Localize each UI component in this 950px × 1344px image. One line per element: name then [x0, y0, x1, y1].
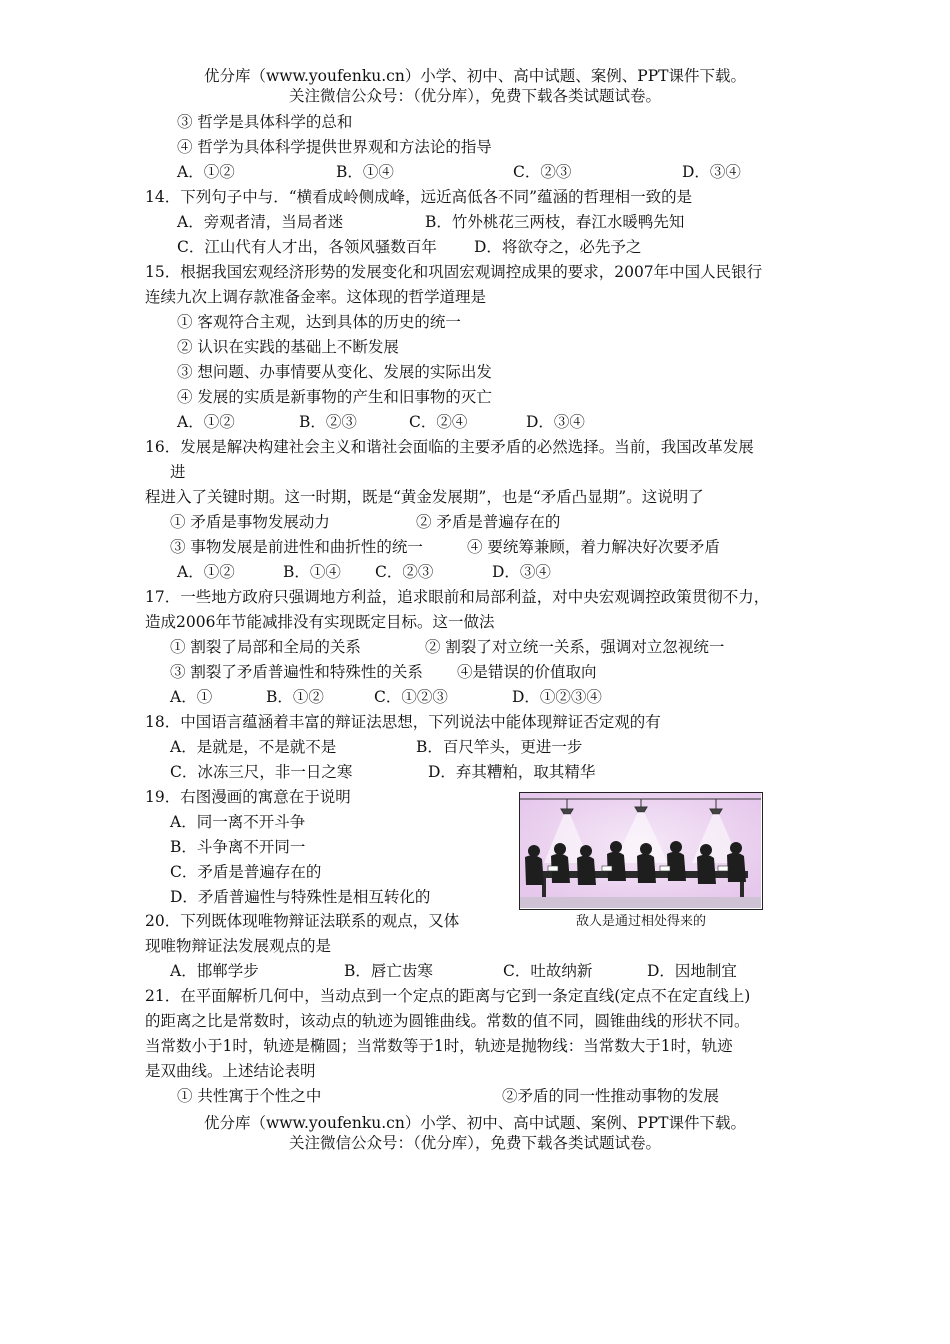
q16-choice-c: C．②③	[375, 563, 434, 581]
q16-option-4: ④ 要统筹兼顾，着力解决好次要矛盾	[467, 538, 720, 556]
q21-stem-line3: 当常数小于1时，轨迹是椭圆；当常数等于1时，轨迹是抛物线：当常数大于1时，轨迹	[145, 1037, 733, 1055]
q16-option-1: ① 矛盾是事物发展动力	[170, 513, 330, 531]
q18-stem: 18．中国语言蕴涵着丰富的辩证法思想，下列说法中能体现辩证否定观的有	[145, 713, 661, 731]
q16-stem-line3: 程进入了关键时期。这一时期，既是“黄金发展期”，也是“矛盾凸显期”。这说明了	[145, 488, 704, 506]
page-footer-line1: 优分库（www.youfenku.cn）小学、初中、高中试题、案例、PPT课件下载。	[203, 1114, 747, 1132]
q19-choice-d: D．矛盾普遍性与特殊性是相互转化的	[170, 888, 431, 906]
q15-choice-a: A．①②	[177, 413, 235, 431]
q15-option-1: ① 客观符合主观，达到具体的历史的统一	[177, 313, 461, 331]
q19-choice-c: C．矛盾是普遍存在的	[170, 863, 322, 881]
q16-stem-line1: 16．发展是解决构建社会主义和谐社会面临的主要矛盾的必然选择。当前，我国改革发展	[145, 438, 754, 456]
q17-choice-d: D．①②③④	[512, 688, 602, 706]
q15-option-4: ④ 发展的实质是新事物的产生和旧事物的灭亡	[177, 388, 492, 406]
q14-choice-d: D．将欲夺之，必先予之	[474, 238, 642, 256]
q15-option-2: ② 认识在实践的基础上不断发展	[177, 338, 399, 356]
q19-choice-a: A．同一离不开斗争	[170, 813, 306, 831]
q20-choice-c: C．吐故纳新	[503, 962, 593, 980]
q14-stem: 14．下列句子中与．“横看成岭侧成峰，远近高低各不同”蕴涵的哲理相一致的是	[145, 188, 693, 206]
q16-stem-line2: 进	[170, 463, 186, 481]
q17-choice-a: A．①	[170, 688, 213, 706]
q18-choice-a: A．是就是，不是就不是	[170, 738, 337, 756]
q16-choice-d: D．③④	[492, 563, 551, 581]
cartoon-image	[519, 792, 763, 910]
q19-choice-b: B．斗争离不开同一	[170, 838, 306, 856]
q15-stem-line1: 15．根据我国宏观经济形势的发展变化和巩固宏观调控成果的要求，2007年中国人民银行	[145, 263, 763, 281]
q15-option-3: ③ 想问题、办事情要从变化、发展的实际出发	[177, 363, 492, 381]
q13-choice-d: D．③④	[682, 163, 741, 181]
q21-stem-line1: 21．在平面解析几何中，当动点到一个定点的距离与它到一条定直线(定点不在定直线上)	[145, 987, 751, 1005]
q21-option-2: ②矛盾的同一性推动事物的发展	[502, 1087, 720, 1105]
q17-option-2: ② 割裂了对立统一关系，强调对立忽视统一	[425, 638, 725, 656]
q16-choice-a: A．①②	[177, 563, 235, 581]
q18-choice-c: C．冰冻三尺，非一日之寒	[170, 763, 353, 781]
cartoon-caption: 敌人是通过相处得来的	[575, 914, 706, 929]
q20-stem-line2: 现唯物辩证法发展观点的是	[145, 937, 332, 955]
q18-choice-b: B．百尺竿头，更进一步	[416, 738, 583, 756]
q19-stem: 19．右图漫画的寓意在于说明	[145, 788, 351, 806]
page-footer-line2: 关注微信公众号：（优分库），免费下载各类试题试卷。	[288, 1134, 661, 1152]
q21-option-1: ① 共性寓于个性之中	[177, 1087, 322, 1105]
q20-stem-line1: 20．下列既体现唯物辩证法联系的观点，又体	[145, 912, 460, 930]
q16-choice-b: B．①④	[283, 563, 341, 581]
q14-choice-a: A．旁观者清，当局者迷	[177, 213, 344, 231]
q13-choice-a: A．①②	[177, 163, 235, 181]
q13-option-4: ④ 哲学为具体科学提供世界观和方法论的指导	[177, 138, 492, 156]
page-header-line1: 优分库（www.youfenku.cn）小学、初中、高中试题、案例、PPT课件下载。	[203, 67, 747, 85]
q14-choice-c: C．江山代有人才出，各领风骚数百年	[177, 238, 437, 256]
page-header-line2: 关注微信公众号：（优分库），免费下载各类试题试卷。	[288, 87, 661, 105]
q20-choice-a: A．邯郸学步	[170, 962, 259, 980]
q16-option-3: ③ 事物发展是前进性和曲折性的统一	[170, 538, 423, 556]
q13-choice-b: B．①④	[336, 163, 394, 181]
q17-option-1: ① 割裂了局部和全局的关系	[170, 638, 361, 656]
q16-option-2: ② 矛盾是普遍存在的	[416, 513, 561, 531]
q17-choice-b: B．①②	[266, 688, 324, 706]
q14-choice-b: B．竹外桃花三两枝，春江水暖鸭先知	[425, 213, 685, 231]
q15-choice-b: B．②③	[299, 413, 357, 431]
q13-option-3: ③ 哲学是具体科学的总和	[177, 113, 353, 131]
q17-choice-c: C．①②③	[374, 688, 448, 706]
q17-stem-line2: 造成2006年节能减排没有实现既定目标。这一做法	[145, 613, 495, 631]
q15-choice-c: C．②④	[409, 413, 468, 431]
q17-option-4: ④是错误的价值取向	[457, 663, 597, 681]
q20-choice-d: D．因地制宜	[647, 962, 737, 980]
q20-choice-b: B．唇亡齿寒	[344, 962, 433, 980]
q18-choice-d: D．弃其糟粕，取其精华	[428, 763, 596, 781]
q17-stem-line1: 17．一些地方政府只强调地方利益，追求眼前和局部利益，对中央宏观调控政策贯彻不力，	[145, 588, 770, 606]
q15-stem-line2: 连续九次上调存款准备金率。这体现的哲学道理是	[145, 288, 487, 306]
q17-option-3: ③ 割裂了矛盾普遍性和特殊性的关系	[170, 663, 423, 681]
q21-stem-line2: 的距离之比是常数时，该动点的轨迹为圆锥曲线。常数的值不同，圆锥曲线的形状不同。	[145, 1012, 750, 1030]
q15-choice-d: D．③④	[526, 413, 585, 431]
q13-choice-c: C．②③	[513, 163, 572, 181]
q21-stem-line4: 是双曲线。上述结论表明	[145, 1062, 316, 1080]
